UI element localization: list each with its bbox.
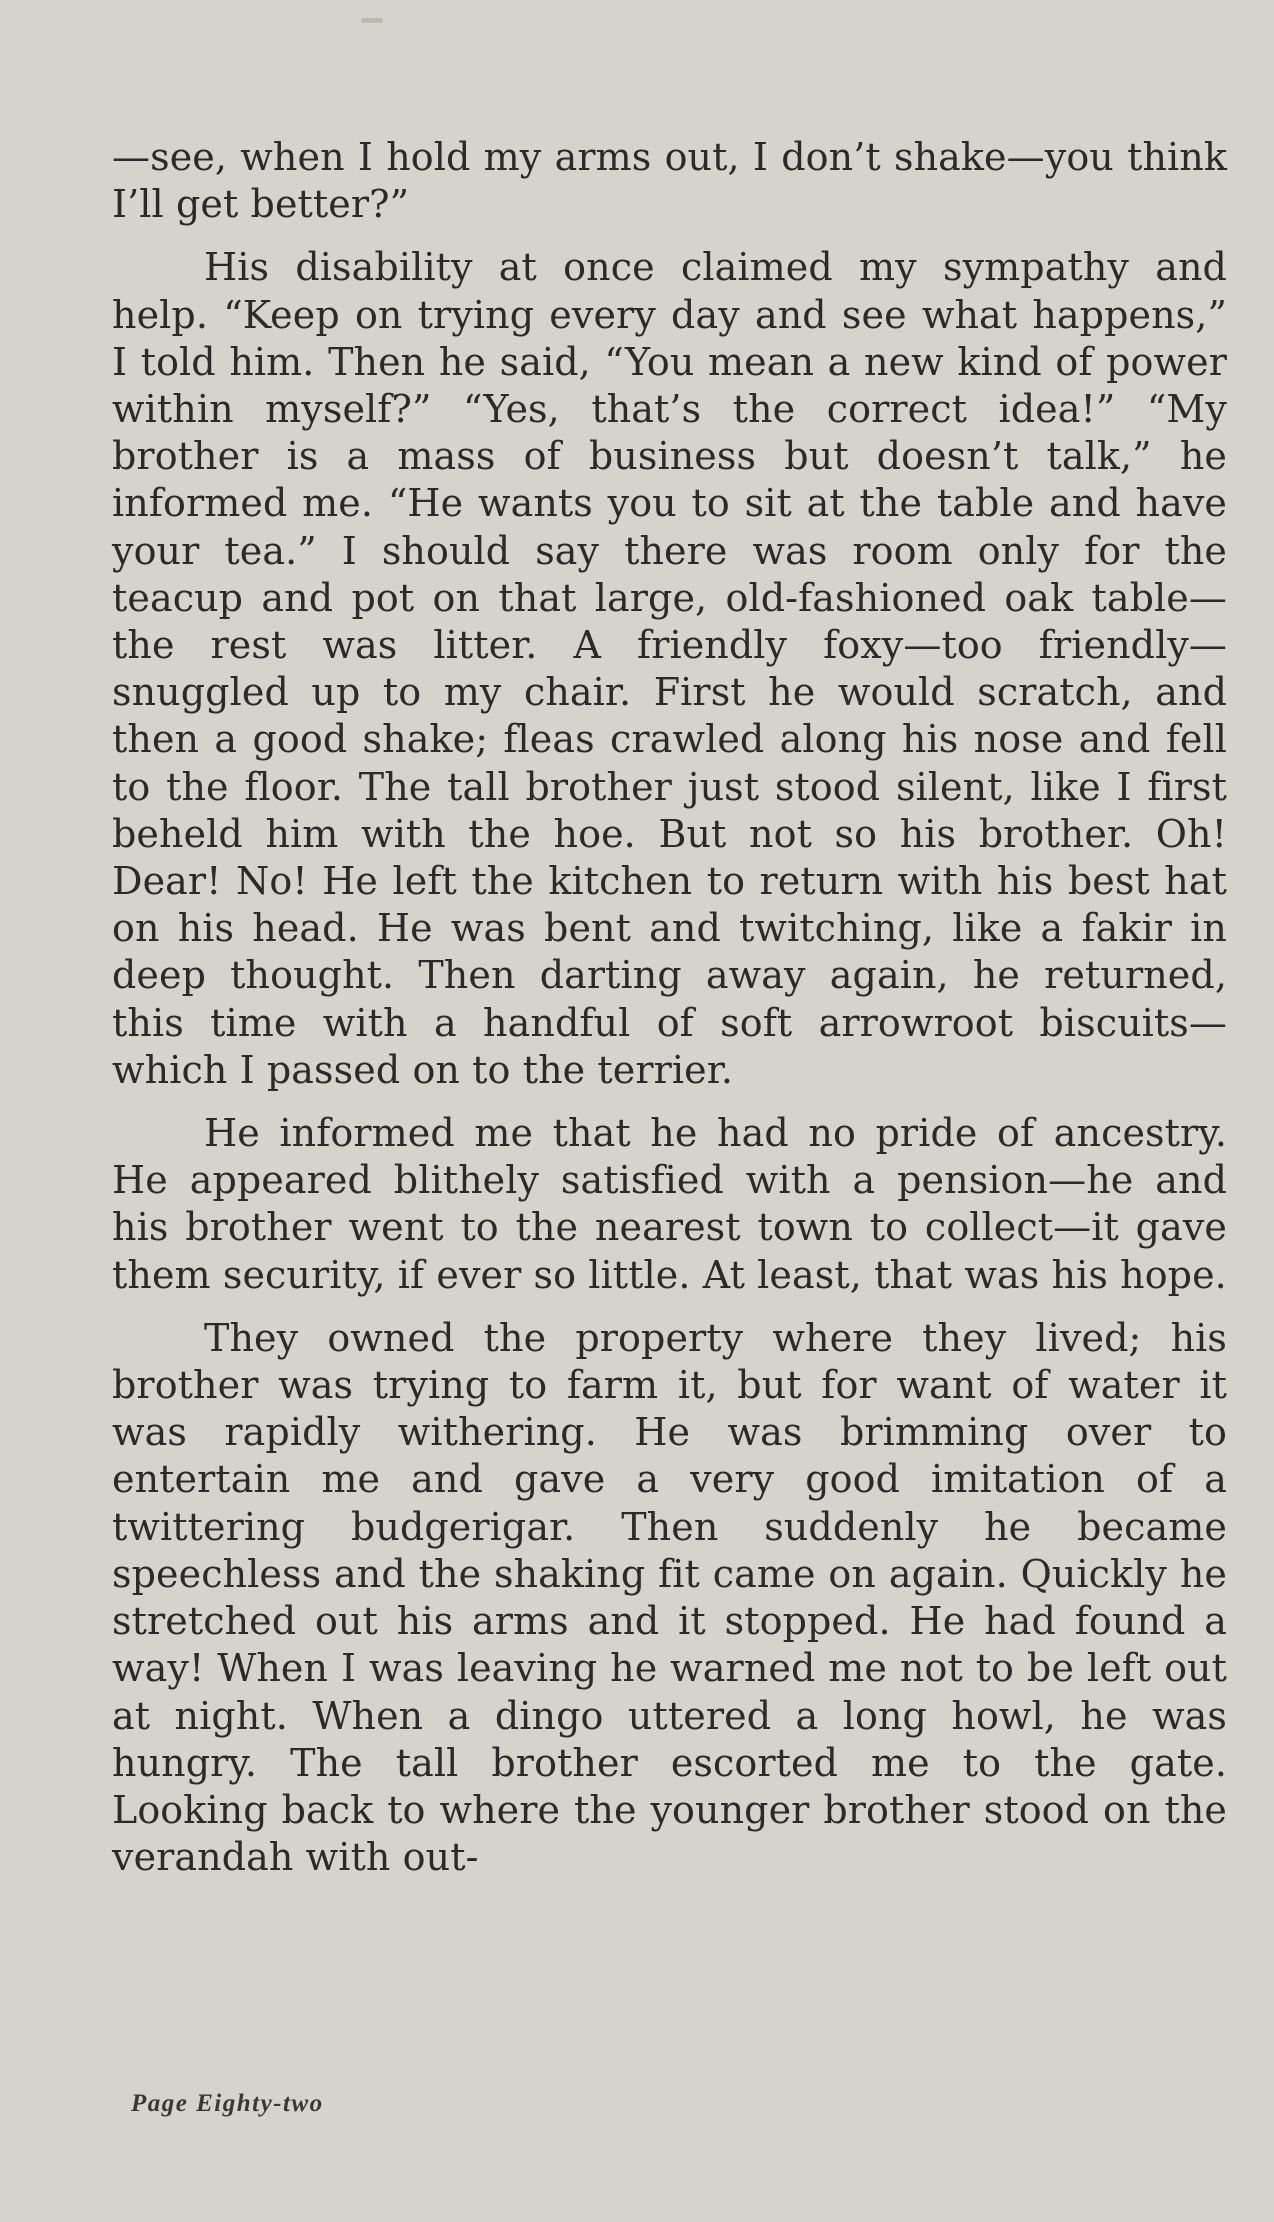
- paragraph-1: —see, when I hold my arms out, I don’t shake—you think I’ll get better?”: [112, 135, 1227, 227]
- page-number: Page Eighty-two: [131, 2090, 324, 2117]
- body-text: [112, 134, 1227, 1897]
- page-mark: [361, 18, 383, 23]
- paragraph-2: His disability at once claimed my sympathy and help. “Keep on trying every day and see what happens,” I told him. Then he said, “You mean a new kind of power within myself?” “Yes, that’s the correct idea!” “My brother is a mass of business but doesn’t talk,” he informed me. “He wants you to sit at the table and have your tea.” I should say there was room only for the teacup and pot on that large, old-fashioned oak table—the rest was litter. A friendly foxy—too friendly—snuggled up to my chair. First he would scratch, and then a good shake; fleas crawled along his nose and fell to the floor. The tall brother just stood silent, like I first beheld him with the hoe. But not so his brother. Oh! Dear! No! He left the kitchen to return with his best hat on his head. He was bent and twitching, like a fakir in deep thought. Then darting away again, he returned, this time with a handful of soft arrowroot biscuits—which I passed on to the terrier.: [112, 245, 1227, 1092]
- paragraph-4: They owned the property where they lived; his brother was trying to farm it, but for want of water it was rapidly withering. He was brimming over to entertain me and gave a very good imitation of a twittering budgerigar. Then suddenly he became speechless and the shaking fit came on again. Quickly he stretched out his arms and it stopped. He had found a way! When I was leaving he warned me not to be left out at night. When a dingo uttered a long howl, he was hungry. The tall brother escorted me to the gate. Looking back to where the younger brother stood on the verandah with out-: [112, 1315, 1227, 1880]
- paragraph-3: He informed me that he had no pride of ancestry. He appeared blithely satisfied with a pension—he and his brother went to the nearest town to collect—it gave them security, if ever so little. At least, that was his hope.: [112, 1111, 1227, 1297]
